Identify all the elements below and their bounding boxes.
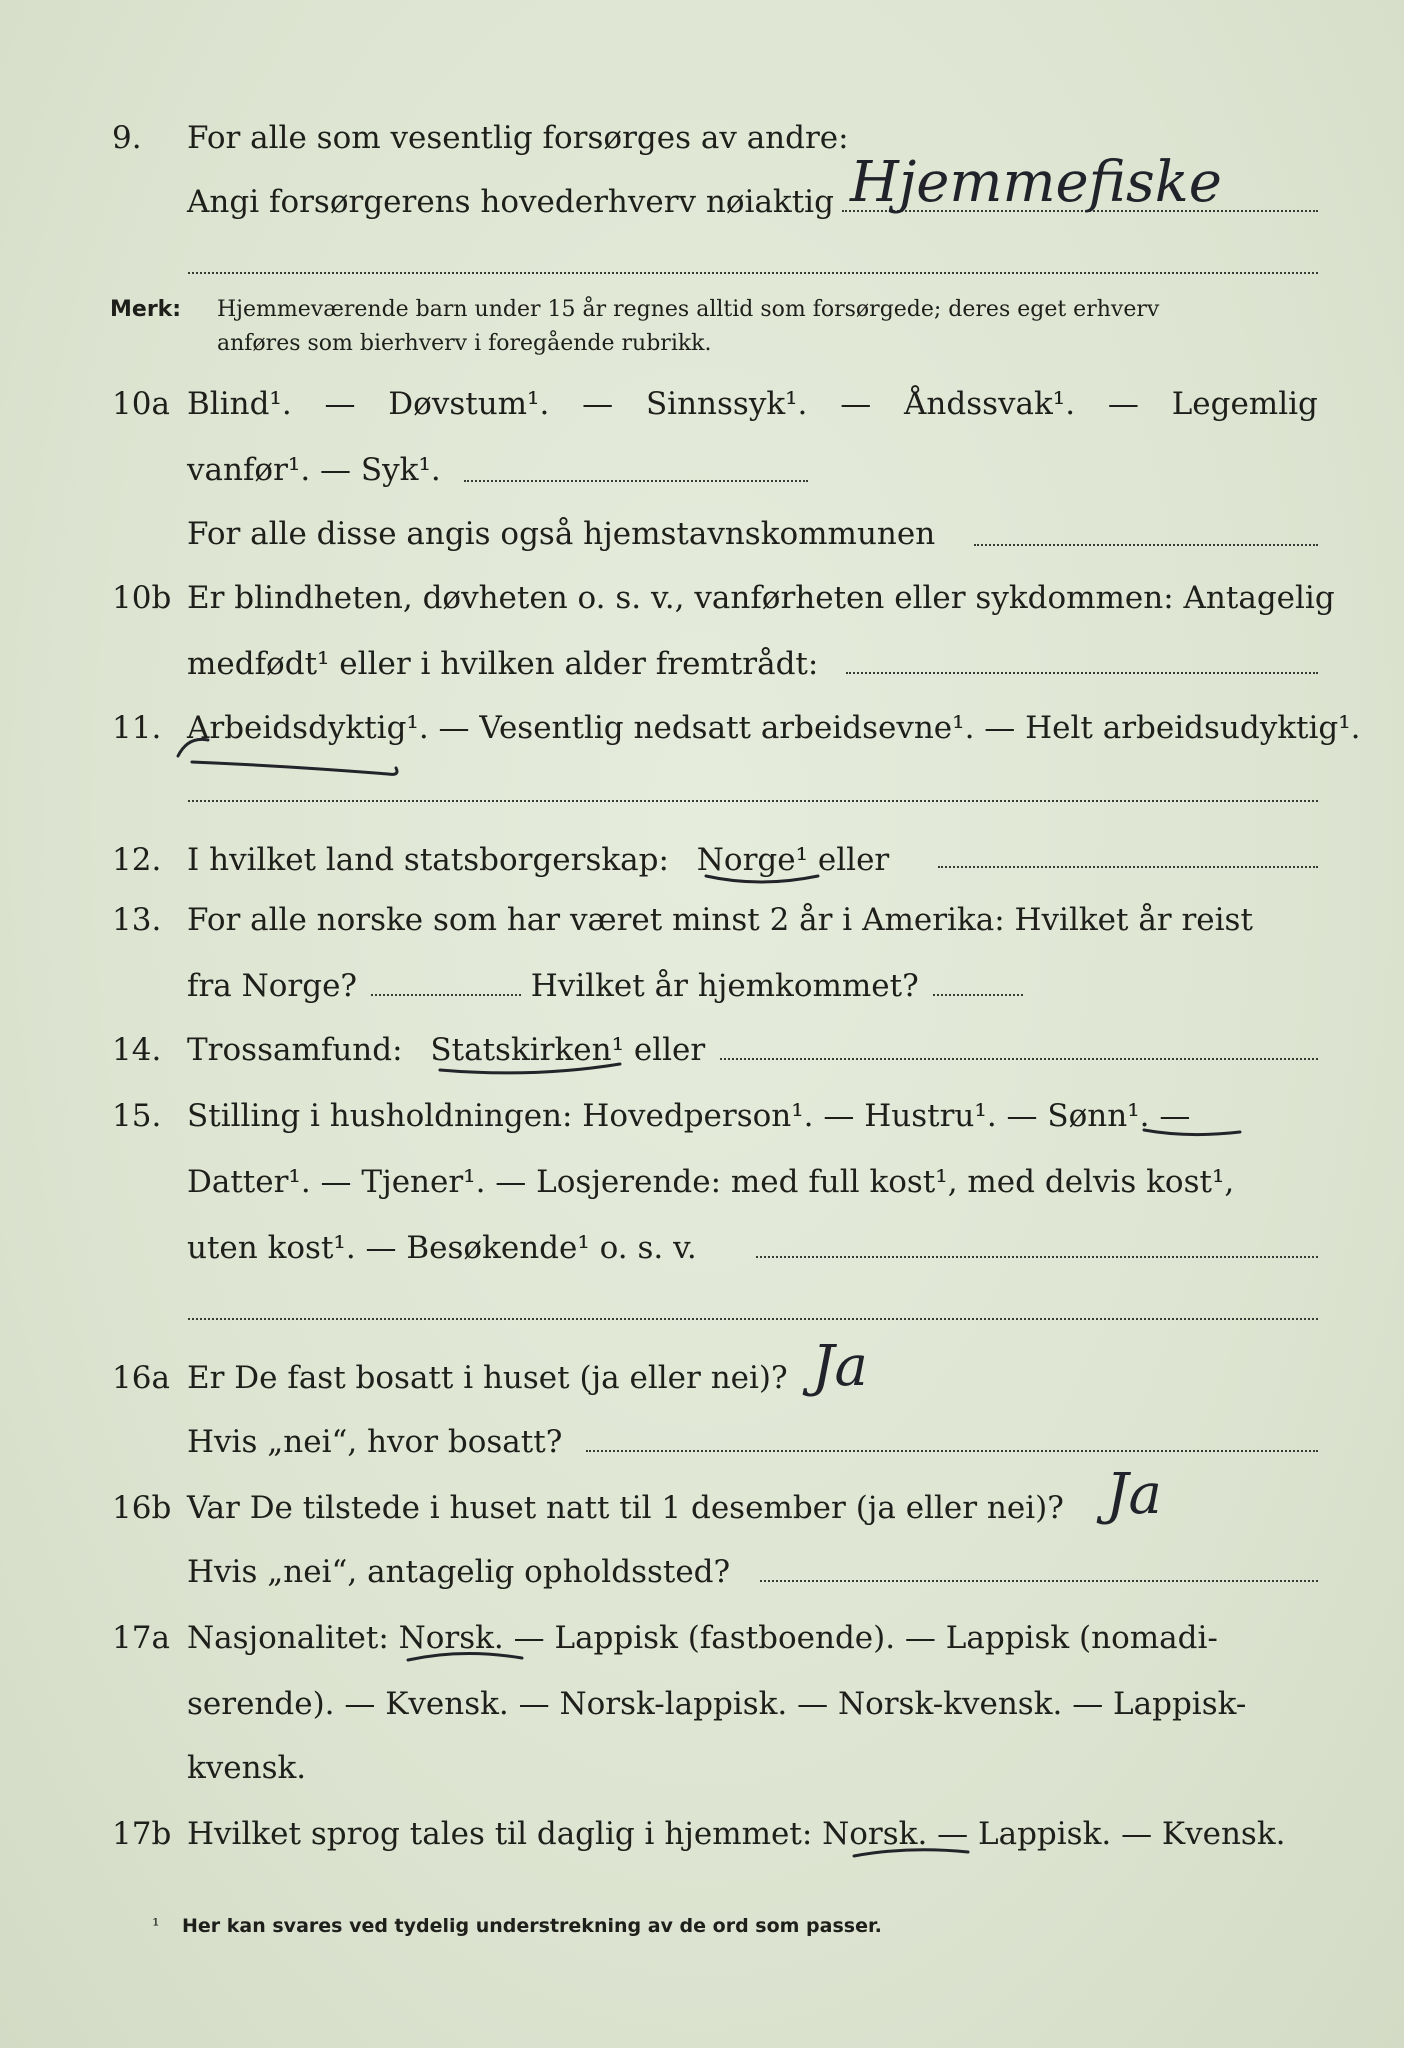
q10a-text3: For alle disse angis også hjemstavnskommunen	[187, 516, 936, 552]
q17a-text1: Nasjonalitet: Norsk. — Lappisk (fastboende). — Lappisk (nomadi-	[187, 1620, 1218, 1656]
q9-text1: For alle som vesentlig forsørges av andre:	[187, 120, 849, 156]
q16a-text1: Er De fast bosatt i huset (ja eller nei)?	[187, 1360, 788, 1396]
q16b-answer-line	[760, 1580, 1318, 1582]
q15-text2: Datter¹. — Tjener¹. — Losjerende: med full kost¹, med delvis kost¹,	[187, 1164, 1235, 1200]
q12-label: I hvilket land statsborgerskap:	[187, 842, 669, 878]
q10a-syk-line	[464, 480, 808, 482]
q13-reist-label: fra Norge?	[187, 968, 358, 1004]
q13-number: 13.	[112, 902, 162, 938]
q10a-hjemstavn-line	[974, 544, 1318, 546]
q17b-text1: Hvilket sprog tales til daglig i hjemmet: Norsk. — Lappisk. — Kvensk.	[187, 1816, 1286, 1852]
q16b-text2: Hvis „nei“, antagelig opholdssted?	[187, 1554, 731, 1590]
q16b-text1: Var De tilstede i huset natt til 1 desember (ja eller nei)?	[187, 1490, 1064, 1526]
q10a-opt-dovstum: Døvstum¹.	[388, 386, 550, 422]
q10a-dash: —	[840, 386, 872, 422]
merk-text2: anføres som bierhverv i foregående rubrikk.	[217, 331, 712, 356]
q10a-opt-legemlig: Legemlig	[1171, 386, 1318, 422]
q10a-dash: —	[582, 386, 614, 422]
q11-extra-line	[188, 800, 1318, 802]
q13-hjemkommet-label: Hvilket år hjemkommet?	[530, 968, 919, 1004]
q15-extra-line	[188, 1318, 1318, 1320]
q14-underline-mark	[434, 1054, 630, 1084]
q10a-dash: —	[1107, 386, 1139, 422]
q17b-underline-mark	[848, 1838, 978, 1868]
q12-number: 12.	[112, 842, 162, 878]
q10a-opt-blind: Blind¹.	[187, 386, 292, 422]
q16b-handwritten-answer: Ja	[1106, 1462, 1162, 1527]
q10a-opt-sinnssyk: Sinnssyk¹.	[645, 386, 808, 422]
q10b-number: 10b	[112, 580, 172, 616]
q11-number: 11.	[112, 710, 162, 746]
footnote-text: Her kan svares ved tydelig understrekning av de ord som passer.	[182, 1915, 882, 1937]
q16a-number: 16a	[112, 1360, 170, 1396]
q9-extra-line	[188, 272, 1318, 274]
q10b-answer-line	[846, 672, 1318, 674]
merk-label: Merk:	[110, 297, 182, 322]
q10a-number: 10a	[112, 386, 170, 422]
q16a-handwritten-answer: Ja	[812, 1334, 868, 1399]
q15-answer-line	[756, 1256, 1318, 1258]
q15-number: 15.	[112, 1098, 162, 1134]
q12-option-norge: Norge¹	[696, 842, 809, 878]
q15-underline-mark	[1138, 1118, 1248, 1148]
q14-number: 14.	[112, 1032, 162, 1068]
q9-number: 9.	[112, 120, 142, 156]
merk-text1: Hjemmeværende barn under 15 år regnes alltid som forsørgede; deres eget erhverv	[217, 297, 1160, 322]
q12-underline-mark	[700, 862, 830, 892]
q10a-dash: —	[324, 386, 356, 422]
footnote-mark: ¹	[152, 1915, 160, 1937]
q10a-text2: vanfør¹. — Syk¹.	[187, 452, 441, 488]
q10b-text2: medfødt¹ eller i hvilken alder fremtrådt:	[187, 646, 819, 682]
q9-handwritten-answer: Hjemmefiske	[850, 150, 1222, 215]
q15-text3: uten kost¹. — Besøkende¹ o. s. v.	[187, 1230, 697, 1266]
q16a-text2: Hvis „nei“, hvor bosatt?	[187, 1424, 563, 1460]
q15-text1: Stilling i husholdningen: Hovedperson¹. — Hustru¹. — Sønn¹. —	[187, 1098, 1191, 1134]
q16b-number: 16b	[112, 1490, 172, 1526]
q13-text2	[187, 966, 1023, 1006]
q14-answer-line	[720, 1058, 1318, 1060]
q11-underline-mark	[168, 726, 408, 786]
q17a-text3: kvensk.	[187, 1750, 307, 1786]
q11-text1: Arbeidsdyktig¹. — Vesentlig nedsatt arbeidsevne¹. — Helt arbeidsudyktig¹.	[187, 710, 1361, 746]
q12-answer-line	[938, 866, 1318, 868]
q17a-text2: serende). — Kvensk. — Norsk-lappisk. — Norsk-kvensk. — Lappisk-	[187, 1686, 1247, 1722]
q10a-opt-andssvak: Åndssvak¹.	[904, 386, 1076, 422]
q12-tail: eller	[817, 842, 890, 878]
q17b-number: 17b	[112, 1816, 172, 1852]
q13-text1: For alle norske som har været minst 2 år i Amerika: Hvilket år reist	[187, 902, 1253, 938]
q14-option-statskirken: Statskirken¹	[430, 1032, 624, 1068]
q14-label: Trossamfund:	[187, 1032, 403, 1068]
q13-reist-field	[371, 970, 521, 996]
q14-tail: eller	[633, 1032, 706, 1068]
q10b-text1: Er blindheten, døvheten o. s. v., vanførheten eller sykdommen: Antagelig	[187, 580, 1335, 616]
q17a-underline-mark	[402, 1642, 532, 1672]
q13-hjemkommet-field	[933, 970, 1023, 996]
q16a-answer-line	[586, 1450, 1318, 1452]
q9-text2: Angi forsørgerens hovederhverv nøiaktig	[187, 184, 834, 220]
q17a-number: 17a	[112, 1620, 170, 1656]
q10a-options	[187, 384, 1318, 424]
